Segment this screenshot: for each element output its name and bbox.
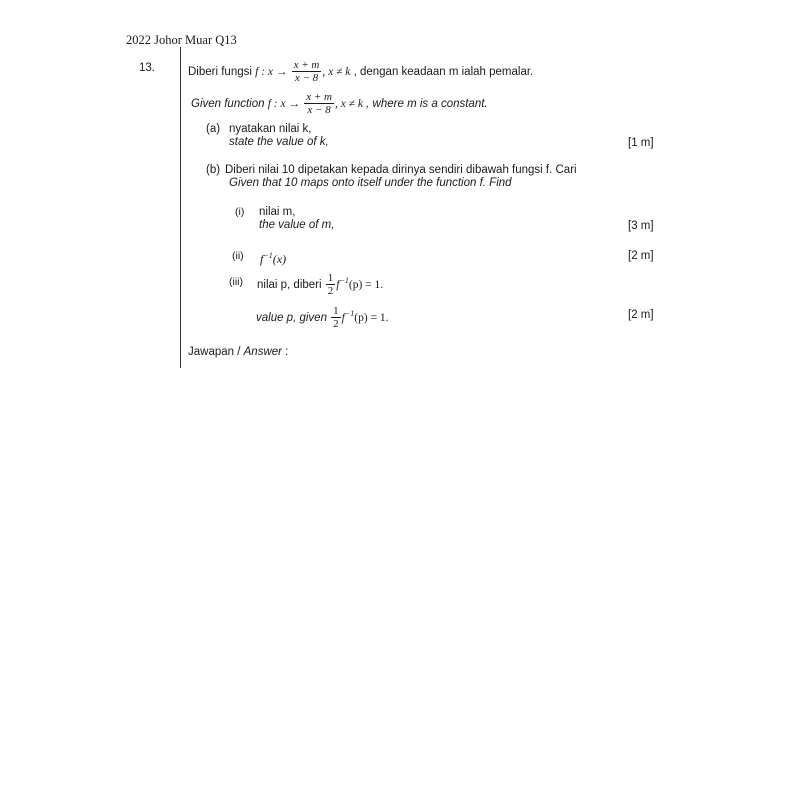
- function-fraction: [292, 60, 322, 84]
- answer-label-malay: Jawapan /: [188, 346, 244, 358]
- malay-stem: [188, 57, 533, 87]
- sub-ii-f: f: [260, 252, 264, 266]
- sub-iii-f: f: [341, 311, 345, 324]
- function-fraction: [304, 92, 334, 116]
- part-b-label: (b): [206, 164, 221, 176]
- malay-tail: , dengan keadaan m ialah pemalar.: [353, 66, 534, 78]
- sub-iii-marks: [2 m]: [628, 309, 654, 321]
- english-tail: , where m is a constant.: [366, 98, 488, 110]
- sub-i-marks: [3 m]: [628, 220, 654, 232]
- malay-intro: Diberi fungsi: [188, 66, 252, 78]
- part-b-malay: Diberi nilai 10 dipetakan kepada dirinya sendiri dibawah fungsi f. Cari: [225, 164, 577, 176]
- domain-condition: , x ≠ k: [334, 98, 363, 110]
- sub-ii-expression: [260, 249, 286, 266]
- part-b-english: Given that 10 maps onto itself under the function f. Find: [229, 177, 512, 189]
- answer-label-colon: :: [281, 346, 289, 358]
- english-stem: [191, 89, 488, 119]
- half-denominator: 2: [327, 284, 334, 297]
- sub-i-label: (i): [235, 206, 245, 218]
- source-header: 2022 Johor Muar Q13: [126, 33, 237, 47]
- half-numerator: 1: [333, 304, 339, 317]
- sub-ii-superscript: −1: [263, 251, 273, 260]
- half-denominator: 2: [333, 317, 339, 330]
- sub-iii-superscript: −1: [339, 276, 349, 285]
- fraction-numerator: x + m: [293, 58, 320, 71]
- part-a-label: (a): [206, 123, 221, 135]
- domain-condition: , x ≠ k: [322, 66, 351, 78]
- sub-iii-english-line: [256, 299, 389, 333]
- sub-iii-superscript: −1: [344, 309, 355, 318]
- function-prefix: f : x →: [255, 66, 288, 78]
- sub-iii-english: value p, given: [256, 311, 327, 324]
- sub-iii-malay: nilai p, diberi: [257, 278, 322, 291]
- question-number: 13.: [139, 62, 155, 74]
- fraction-numerator: x + m: [306, 90, 332, 103]
- half-fraction: [331, 306, 341, 330]
- sub-iii-argument: (p) = 1.: [348, 278, 384, 291]
- sub-iii-f: f: [336, 278, 340, 291]
- fraction-denominator: x − 8: [294, 71, 319, 84]
- part-a-malay: nyatakan nilai k,: [229, 123, 312, 135]
- sub-i-malay: nilai m,: [259, 206, 296, 218]
- answer-label-english: Answer: [243, 346, 282, 358]
- part-a-english: state the value of k,: [229, 136, 329, 148]
- sub-i-english: the value of m,: [259, 219, 335, 231]
- sub-ii-label: (ii): [232, 250, 244, 262]
- sub-iii-label: (iii): [229, 276, 243, 288]
- sub-iii-argument: (p) = 1.: [354, 311, 389, 324]
- fraction-denominator: x − 8: [307, 103, 331, 116]
- sub-ii-argument: (x): [272, 252, 287, 266]
- half-fraction: [326, 273, 336, 297]
- answer-label: [188, 346, 288, 359]
- margin-rule: [180, 47, 181, 368]
- function-prefix: f : x →: [267, 98, 300, 110]
- sub-iii-malay-line: [257, 266, 383, 300]
- sub-ii-marks: [2 m]: [628, 250, 654, 262]
- part-a-marks: [1 m]: [628, 137, 654, 149]
- english-intro: Given function: [191, 98, 265, 110]
- half-numerator: 1: [327, 271, 334, 284]
